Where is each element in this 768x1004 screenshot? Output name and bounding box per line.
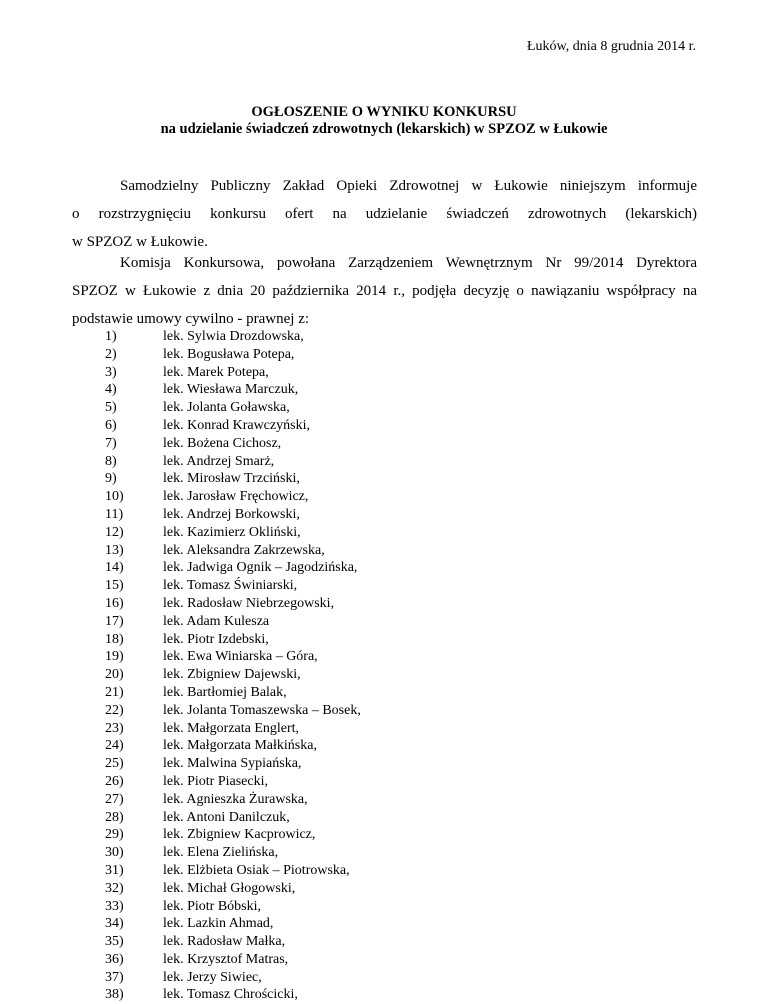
list-item (105, 399, 361, 417)
list-item-name: lek. Adam Kulesza (163, 613, 270, 629)
list-item-number: 38) (105, 987, 124, 1003)
paragraph-line: o rozstrzygnięciu konkursu ofert na udzielanie świadczeń zdrowotnych (lekarskich) (72, 206, 697, 222)
list-item-number: 18) (105, 631, 124, 647)
list-item-number: 5) (105, 400, 117, 416)
list-item-name: lek. Jadwiga Ognik – Jagodzińska, (163, 560, 358, 576)
list-item-number: 26) (105, 773, 124, 789)
list-item (105, 684, 361, 702)
list-item-name: lek. Tomasz Świniarski, (163, 578, 298, 594)
list-item-number: 14) (105, 560, 124, 576)
list-item (105, 506, 361, 524)
list-item-number: 28) (105, 809, 124, 825)
list-item-name: lek. Agnieszka Żurawska, (163, 791, 308, 807)
list-item-number: 24) (105, 738, 124, 754)
list-item (105, 595, 361, 613)
list-item-name: lek. Radosław Niebrzegowski, (163, 595, 335, 611)
list-item (105, 453, 361, 471)
list-item-name: lek. Lazkin Ahmad, (163, 916, 274, 932)
list-item (105, 542, 361, 560)
list-item-number: 16) (105, 595, 124, 611)
paragraph-line: SPZOZ w Łukowie z dnia 20 października 2014 r., podjęła decyzję o nawiązaniu współpracy na (72, 283, 697, 299)
list-item-number: 36) (105, 951, 124, 967)
list-item-name: lek. Małgorzata Małkińska, (163, 738, 317, 754)
list-item-name: lek. Jerzy Siwiec, (163, 969, 262, 985)
list-item (105, 702, 361, 720)
list-item (105, 933, 361, 951)
list-item-name: lek. Jolanta Goławska, (163, 400, 290, 416)
list-item-name: lek. Ewa Winiarska – Góra, (163, 649, 318, 665)
list-item-name: lek. Piotr Piasecki, (163, 773, 268, 789)
list-item-number: 34) (105, 916, 124, 932)
list-item-number: 29) (105, 827, 124, 843)
list-item-number: 12) (105, 524, 124, 540)
list-item-name: lek. Aleksandra Zakrzewska, (163, 542, 325, 558)
list-item-name: lek. Michał Głogowski, (163, 880, 296, 896)
list-item (105, 791, 361, 809)
list-item-name: lek. Jarosław Fręchowicz, (163, 489, 309, 505)
list-item-name: lek. Kazimierz Okliński, (163, 524, 301, 540)
list-item-name: lek. Radosław Małka, (163, 934, 286, 950)
list-item-name: lek. Wiesława Marczuk, (163, 382, 299, 398)
list-item-number: 30) (105, 845, 124, 861)
list-item-number: 23) (105, 720, 124, 736)
list-item-name: lek. Piotr Izdebski, (163, 631, 269, 647)
list-item (105, 364, 361, 382)
list-item-number: 35) (105, 934, 124, 950)
list-item-number: 25) (105, 756, 124, 772)
list-item-number: 22) (105, 702, 124, 718)
list-item (105, 346, 361, 364)
list-item (105, 986, 361, 1004)
list-item (105, 737, 361, 755)
list-item-number: 13) (105, 542, 124, 558)
list-item (105, 951, 361, 969)
list-item (105, 488, 361, 506)
list-item-name: lek. Krzysztof Matras, (163, 951, 289, 967)
list-item-name: lek. Bożena Cichosz, (163, 435, 282, 451)
title-line-1: OGŁOSZENIE O WYNIKU KONKURSU (251, 104, 517, 120)
commission-paragraph (72, 249, 697, 333)
list-item-number: 32) (105, 880, 124, 896)
list-item-name: lek. Bogusława Potepa, (163, 346, 295, 362)
list-item (105, 880, 361, 898)
list-item-number: 8) (105, 453, 117, 469)
list-item (105, 773, 361, 791)
list-item-number: 31) (105, 862, 124, 878)
list-item-name: lek. Tomasz Chrościcki, (163, 987, 298, 1003)
list-item-number: 4) (105, 382, 117, 398)
list-item (105, 613, 361, 631)
list-item (105, 631, 361, 649)
list-item-name: lek. Antoni Danilczuk, (163, 809, 290, 825)
list-item-name: lek. Sylwia Drozdowska, (163, 329, 304, 344)
list-item-number: 20) (105, 667, 124, 683)
paragraph-line: podstawie umowy cywilno - prawnej z: (72, 311, 310, 327)
list-item-name: lek. Mirosław Trzciński, (163, 471, 300, 487)
date-line: Łuków, dnia 8 grudnia 2014 r. (526, 39, 696, 54)
list-item-name: lek. Konrad Krawczyński, (163, 417, 310, 433)
list-item-name: lek. Andrzej Smarż, (163, 453, 275, 469)
intro-paragraph (72, 172, 697, 256)
list-item-name: lek. Piotr Bóbski, (163, 898, 262, 914)
list-item-number: 27) (105, 791, 124, 807)
list-item-number: 10) (105, 489, 124, 505)
list-item (105, 720, 361, 738)
list-item (105, 524, 361, 542)
list-item (105, 417, 361, 435)
paragraph-line: w SPZOZ w Łukowie. (72, 234, 208, 250)
list-item-number: 19) (105, 649, 124, 665)
announcement-title (0, 104, 768, 138)
list-item (105, 969, 361, 987)
list-item (105, 809, 361, 827)
list-item-number: 21) (105, 684, 124, 700)
list-item-name: lek. Zbigniew Dajewski, (163, 667, 301, 683)
list-item-number: 2) (105, 346, 117, 362)
list-item-number: 11) (105, 506, 124, 522)
list-item-name: lek. Bartłomiej Balak, (163, 684, 287, 700)
list-item-number: 15) (105, 578, 124, 594)
list-item (105, 755, 361, 773)
list-item (105, 648, 361, 666)
list-item-number: 33) (105, 898, 124, 914)
list-item-number: 1) (105, 329, 117, 344)
list-item (105, 435, 361, 453)
list-item (105, 577, 361, 595)
list-item-number: 7) (105, 435, 117, 451)
list-item-name: lek. Marek Potepa, (163, 364, 269, 380)
list-item-name: lek. Małgorzata Englert, (163, 720, 300, 736)
list-item (105, 328, 361, 346)
list-item-number: 6) (105, 417, 117, 433)
list-item-number: 3) (105, 364, 117, 380)
list-item (105, 666, 361, 684)
list-item (105, 381, 361, 399)
list-item-name: lek. Elena Zielińska, (163, 845, 279, 861)
list-item-name: lek. Elżbieta Osiak – Piotrowska, (163, 862, 350, 878)
title-line-2: na udzielanie świadczeń zdrowotnych (lekarskich) w SPZOZ w Łukowie (160, 121, 608, 137)
list-item-name: lek. Andrzej Borkowski, (163, 506, 300, 522)
list-item-number: 37) (105, 969, 124, 985)
list-item (105, 470, 361, 488)
doctor-list (105, 328, 361, 1004)
paragraph-line: Samodzielny Publiczny Zakład Opieki Zdrowotnej w Łukowie niniejszym informuje (120, 178, 697, 194)
list-item-name: lek. Malwina Sypiańska, (163, 756, 302, 772)
list-item (105, 898, 361, 916)
list-item (105, 559, 361, 577)
list-item-number: 17) (105, 613, 124, 629)
list-item (105, 915, 361, 933)
list-item (105, 844, 361, 862)
list-item-number: 9) (105, 471, 117, 487)
list-item-name: lek. Jolanta Tomaszewska – Bosek, (163, 702, 361, 718)
list-item (105, 862, 361, 880)
paragraph-line: Komisja Konkursowa, powołana Zarządzeniem Wewnętrznym Nr 99/2014 Dyrektora (120, 255, 697, 271)
list-item-name: lek. Zbigniew Kacprowicz, (163, 827, 316, 843)
list-item (105, 826, 361, 844)
